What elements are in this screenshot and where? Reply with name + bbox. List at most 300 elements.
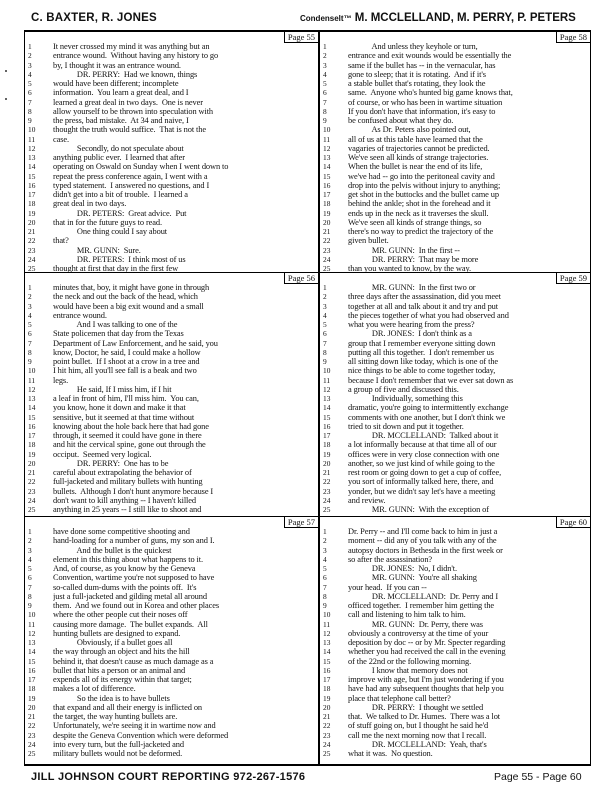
line-text: another, so we just kind of while going to the: [348, 458, 495, 468]
line-text: DR. MCCLELLAND: Talked about it: [348, 431, 499, 440]
line-text: we've had -- go into the peritoneal cavity and: [348, 171, 495, 181]
line-text: a lot informally because at that time all of our: [348, 440, 497, 450]
line-number: 5: [323, 320, 327, 329]
line-number: 17: [323, 675, 331, 684]
line-number: 13: [28, 153, 36, 162]
line-text: through, it seemed it could have gone in there: [53, 431, 202, 440]
line-text: putting all this together. I don't remember us: [348, 347, 494, 357]
page-number-label: Page 60: [556, 517, 590, 528]
transcript-page-59: [320, 273, 590, 516]
line-text: them. And we found out in Korea and other places: [53, 601, 220, 610]
line-text: It never crossed my mind it was anything but an: [53, 42, 210, 51]
line-text: that expand and all their energy is inflicted on: [53, 702, 203, 712]
line-text: have had any subsequent thoughts that help you: [348, 684, 504, 694]
line-text: Secondly, do not speculate about: [53, 143, 184, 153]
line-number: 7: [323, 97, 327, 107]
line-number: 14: [323, 403, 331, 413]
line-number: 9: [323, 116, 327, 125]
transcript-line: [25, 505, 318, 515]
line-number: 13: [323, 153, 331, 162]
line-text: you sort of informally talked here, there, and: [348, 477, 494, 487]
line-number: 8: [323, 591, 327, 601]
line-number: 24: [323, 739, 331, 749]
line-text: autopsy doctors in Bethesda in the first week or: [348, 545, 503, 555]
line-text: all of us at this table have learned that the: [348, 134, 483, 144]
line-text: officed together. I remember him getting the: [348, 601, 495, 610]
line-text: and hit the cervical spine, gone out through the: [53, 440, 206, 450]
line-number: 14: [323, 647, 331, 657]
line-text: careful about extrapolating the behavior of: [53, 468, 192, 477]
line-number: 24: [28, 739, 36, 749]
line-number: 15: [323, 412, 331, 422]
line-text: get shot in the buttocks and the bullet came up: [348, 190, 499, 199]
line-number: 7: [323, 338, 327, 348]
margin-mark: [5, 98, 7, 100]
line-number: 6: [28, 88, 32, 98]
line-number: 2: [28, 292, 32, 302]
line-text: the pieces together of what you had observed and: [348, 310, 509, 320]
line-text: know, Doctor, he said, I could make a hollow: [53, 347, 201, 357]
line-number: 8: [323, 106, 327, 116]
line-text: And unless they keyhole or turn,: [348, 42, 478, 51]
line-number: 25: [28, 749, 36, 758]
line-number: 13: [28, 638, 36, 647]
line-number: 14: [28, 647, 36, 657]
line-number: 10: [323, 610, 331, 620]
transcript-page-57: [25, 517, 318, 764]
line-number: 20: [323, 217, 331, 227]
line-number: 21: [323, 227, 331, 236]
line-number: 22: [28, 477, 36, 487]
line-number: 2: [323, 51, 327, 61]
line-number: 10: [28, 610, 36, 620]
line-text: what it was. No question.: [348, 749, 433, 758]
line-text: offices were in very close connection with one: [348, 449, 500, 459]
line-text: element in this thing about what happens to it.: [53, 554, 203, 564]
line-number: 23: [323, 245, 331, 255]
line-number: 2: [28, 536, 32, 546]
line-text: where the other people cut their noses off: [53, 610, 188, 620]
line-number: 18: [323, 684, 331, 694]
line-text: occiput. Seemed very logical.: [53, 449, 152, 459]
line-text: Dr. Perry -- and I'll come back to him in just a: [348, 527, 498, 536]
line-text: hand-loading for a number of guns, my son and I.: [53, 536, 215, 546]
line-number: 10: [323, 366, 331, 376]
line-number: 1: [28, 42, 32, 51]
line-text: So the idea is to have bullets: [53, 693, 170, 703]
line-number: 17: [28, 675, 36, 684]
line-text: And I was talking to one of the: [53, 320, 178, 329]
line-text: thought the truth would suffice. That is not the: [53, 125, 206, 135]
line-number: 9: [28, 357, 32, 366]
line-text: the press, bad mistake. At 34 and naive, I: [53, 116, 189, 125]
line-number: 22: [28, 721, 36, 731]
line-number: 6: [28, 329, 32, 339]
line-text: what you were hearing from the press?: [348, 320, 475, 329]
line-number: 23: [323, 486, 331, 496]
line-number: 25: [28, 264, 36, 272]
line-text: same. Anyone who's hunted big game knows that,: [348, 88, 513, 98]
line-number: 3: [323, 301, 327, 311]
line-text: MR. GUNN: In the first --: [348, 245, 460, 255]
line-number: 11: [28, 619, 36, 629]
line-text: because I don't remember that we ever sat down as: [348, 375, 514, 385]
line-number: 12: [28, 143, 36, 153]
line-number: 19: [323, 693, 331, 703]
line-text: anything in 25 years -- I still like to shoot and: [53, 505, 202, 514]
line-number: 18: [28, 440, 36, 450]
line-number: 5: [28, 564, 32, 573]
line-text: despite the Geneva Convention which were deformed: [53, 730, 229, 740]
line-text: DR. JONES: No, I didn't.: [348, 564, 458, 573]
line-text: behind the ankle; shot in the forehead and it: [348, 199, 491, 209]
line-number: 23: [28, 486, 36, 496]
line-text: be confused about what they do.: [348, 116, 454, 125]
line-text: gone to sleep; that it is rotating. And if it's: [348, 69, 486, 79]
line-number: 20: [28, 458, 36, 468]
line-text: yonder, but we didn't say let's have a meeting: [348, 486, 496, 496]
line-number: 19: [323, 208, 331, 218]
line-number: 20: [323, 458, 331, 468]
line-number: 8: [323, 347, 327, 357]
line-number: 9: [323, 601, 327, 610]
line-number: 21: [323, 712, 331, 721]
page-number-label: Page 58: [556, 32, 590, 43]
line-number: 10: [28, 125, 36, 135]
line-text: learned a great deal in two days. One is never: [53, 97, 203, 107]
margin-mark: [5, 70, 7, 72]
line-text: moment -- did any of you talk with any of the: [348, 536, 497, 546]
line-number: 8: [28, 347, 32, 357]
line-text: legs.: [53, 375, 69, 385]
line-text: into every turn, but the full-jacketed and: [53, 739, 184, 749]
line-text: We've seen all kinds of strange things, so: [348, 217, 482, 227]
line-text: have done some competitive shooting and: [53, 527, 190, 536]
line-text: point bullet. If I shoot at a crow in a tree and: [53, 357, 200, 366]
line-number: 18: [28, 199, 36, 209]
line-number: 19: [28, 449, 36, 459]
line-number: 19: [323, 449, 331, 459]
transcript-line: [25, 264, 318, 272]
line-text: behind it, that doesn't cause as much damage as a: [53, 656, 214, 666]
line-text: vagaries of trajectories cannot be predicted.: [348, 143, 490, 153]
line-text: knowing about the hole back here that had gone: [53, 421, 209, 431]
line-number: 2: [323, 536, 327, 546]
line-number: 7: [323, 582, 327, 592]
page-number-label: Page 57: [284, 517, 318, 528]
transcript-line: [320, 749, 590, 759]
line-number: 13: [323, 638, 331, 647]
line-text: the target, the way hunting bullets are.: [53, 712, 178, 721]
line-number: 10: [28, 366, 36, 376]
line-text: so-called dum-dums with the points off. It's: [53, 582, 197, 592]
line-text: improve with age, but I'm just wondering if you: [348, 675, 504, 684]
line-text: comments with one another, but I don't think we: [348, 412, 506, 422]
line-text: causing more damage. The bullet expands. All: [53, 619, 208, 629]
frame-bottom-rule: [24, 764, 591, 766]
line-number: 20: [323, 702, 331, 712]
line-number: 16: [323, 665, 331, 675]
line-text: together at all and talk about it and try and put: [348, 301, 498, 311]
line-text: DR. MCCLELLAND: Yeah, that's: [348, 739, 487, 749]
line-number: 16: [28, 665, 36, 675]
line-number: 3: [323, 60, 327, 70]
line-text: nice things to be able to come together today,: [348, 366, 496, 376]
line-number: 22: [323, 236, 331, 246]
line-text: We've seen all kinds of strange trajectories.: [348, 153, 489, 162]
line-number: 17: [323, 431, 331, 440]
line-text: call and listening to him talk to him.: [348, 610, 466, 620]
trademark-mark: ™: [343, 14, 352, 23]
line-text: a leaf in front of him, I'll miss him. You can,: [53, 394, 199, 403]
line-text: given bullet.: [348, 236, 389, 246]
line-number: 25: [28, 505, 36, 514]
line-text: all sitting down like today, which is one of the: [348, 357, 499, 366]
line-text: typed statement. I answered no questions, and I: [53, 180, 210, 190]
line-text: MR. GUNN: With the exception of: [348, 505, 489, 514]
line-number: 4: [323, 69, 327, 79]
header-parties-left: C. BAXTER, R. JONES: [31, 12, 157, 24]
line-text: State policemen that day from the Texas: [53, 329, 184, 339]
line-number: 9: [28, 601, 32, 610]
line-text: MR. GUNN: You're all shaking: [348, 573, 477, 583]
line-text: the neck and out the back of the head, which: [53, 292, 198, 302]
line-text: hunting bullets are designed to expand.: [53, 628, 181, 638]
line-number: 4: [28, 554, 32, 564]
line-text: and review.: [348, 495, 386, 505]
line-text: that in for the future guys to read.: [53, 217, 162, 227]
line-number: 14: [323, 162, 331, 172]
line-number: 13: [323, 394, 331, 403]
line-number: 1: [323, 283, 327, 292]
line-number: 8: [28, 591, 32, 601]
line-number: 21: [28, 227, 36, 236]
line-text: so after the assassination?: [348, 554, 433, 564]
line-number: 25: [323, 749, 331, 758]
line-number: 21: [28, 712, 36, 721]
line-text: minutes that, boy, it might have gone in through: [53, 283, 210, 292]
line-number: 10: [323, 125, 331, 135]
line-number: 16: [323, 421, 331, 431]
footer-page-range: Page 55 - Page 60: [494, 771, 582, 783]
line-text: DR. PERRY: One has to be: [53, 458, 169, 468]
line-text: DR. PERRY: Had we known, things: [53, 69, 198, 79]
line-number: 25: [323, 505, 331, 514]
line-text: DR. MCCLELLAND: Dr. Perry and I: [348, 591, 499, 601]
line-text: anything public ever. I learned that after: [53, 153, 185, 162]
line-number: 21: [28, 468, 36, 477]
line-number: 14: [28, 403, 36, 413]
line-text: three days after the assassination, did you meet: [348, 292, 501, 302]
line-number: 12: [28, 384, 36, 394]
line-number: 11: [28, 375, 36, 385]
line-text: Convention, wartime you're not supposed to have: [53, 573, 215, 583]
line-text: that?: [53, 236, 69, 246]
line-text: a group of five and discussed this.: [348, 384, 459, 394]
line-number: 12: [323, 628, 331, 638]
line-number: 1: [323, 527, 327, 536]
line-number: 2: [323, 292, 327, 302]
line-number: 24: [323, 254, 331, 264]
line-text: obviously a controversy at the time of your: [348, 628, 489, 638]
line-text: just a full-jacketed and gilding metal all around: [53, 591, 207, 601]
line-text: Department of Law Enforcement, and he said, you: [53, 338, 218, 348]
line-number: 23: [323, 730, 331, 740]
line-text: Obviously, if a bullet goes all: [53, 638, 173, 647]
line-text: the way through an object and hits the hill: [53, 647, 190, 657]
transcript-page-60: [320, 517, 590, 764]
line-number: 18: [323, 199, 331, 209]
line-text: MR. GUNN: Dr. Perry, there was: [348, 619, 483, 629]
line-text: great deal in two days.: [53, 199, 127, 209]
header-parties-right-names: M. MCCLELLAND, M. PERRY, P. PETERS: [351, 12, 576, 24]
line-text: tried to sit down and put it together.: [348, 421, 464, 431]
line-text: DR. PERRY: I thought we settled: [348, 702, 484, 712]
line-number: 3: [28, 60, 32, 70]
line-number: 5: [323, 564, 327, 573]
line-number: 16: [323, 180, 331, 190]
line-text: call me the next morning now that I recall.: [348, 730, 487, 740]
line-text: of the 22nd or the following morning.: [348, 656, 472, 666]
line-text: would have been different; incomplete: [53, 79, 179, 88]
line-text: I hit him, all you'll see fall is a beak and two: [53, 366, 197, 376]
line-number: 13: [28, 394, 36, 403]
line-text: If you don't have that information, it's easy to: [348, 106, 496, 116]
line-number: 24: [323, 495, 331, 505]
line-text: don't want to kill anything -- I haven't killed: [53, 495, 196, 505]
line-text: of course, or who has been in wartime situation: [348, 97, 503, 107]
line-number: 9: [323, 357, 327, 366]
line-text: He said, If I miss him, if I hit: [53, 384, 172, 394]
line-text: drop into the pelvis without injury to anything;: [348, 180, 501, 190]
condenseit-label: Condenselt: [300, 14, 344, 23]
line-number: 2: [28, 51, 32, 61]
line-text: you know, hone it down and make it that: [53, 403, 186, 413]
line-text: whether you had received the call in the evening: [348, 647, 506, 657]
line-text: bullet that hits a person or an animal and: [53, 665, 186, 675]
line-number: 9: [28, 116, 32, 125]
line-number: 1: [28, 527, 32, 536]
line-number: 3: [28, 301, 32, 311]
line-number: 19: [28, 693, 36, 703]
line-number: 5: [323, 79, 327, 88]
line-text: When the bullet is near the end of its life,: [348, 162, 483, 172]
line-text: DR. PETERS: I think most of us: [53, 254, 186, 264]
line-number: 15: [323, 171, 331, 181]
line-number: 20: [28, 217, 36, 227]
line-text: information. You learn a great deal, and I: [53, 88, 189, 98]
line-text: repeat the press conference again, I went with a: [53, 171, 208, 181]
line-number: 4: [28, 69, 32, 79]
line-text: place that telephone call better?: [348, 693, 451, 703]
line-number: 18: [323, 440, 331, 450]
line-text: dramatic, you're going to intermittently exchange: [348, 403, 509, 413]
line-text: bullets. Although I don't hunt anymore because I: [53, 486, 214, 496]
line-number: 15: [28, 412, 36, 422]
line-number: 22: [28, 236, 36, 246]
line-text: military bullets would not be deformed.: [53, 749, 183, 758]
line-text: same if the bullet has -- in the vernacular, has: [348, 60, 496, 70]
line-text: And, of course, as you know by the Geneva: [53, 564, 196, 573]
line-text: I know that memory does not: [348, 665, 468, 675]
transcript-line: [25, 749, 318, 759]
line-text: As Dr. Peters also pointed out,: [348, 125, 471, 135]
line-number: 16: [28, 180, 36, 190]
line-number: 4: [28, 310, 32, 320]
line-number: 5: [28, 320, 32, 329]
line-text: ends up in the neck as it traverses the skull.: [348, 208, 489, 218]
line-text: by, I thought it was an entrance wound.: [53, 60, 181, 70]
line-number: 20: [28, 702, 36, 712]
line-text: entrance wound. Without having any history to go: [53, 51, 219, 61]
line-number: 6: [323, 573, 327, 583]
line-text: DR. JONES: I don't think as a: [348, 329, 472, 339]
line-number: 22: [323, 477, 331, 487]
line-text: rest room or going down to get a cup of coffee,: [348, 468, 502, 477]
line-text: MR. GUNN: In the first two or: [348, 283, 476, 292]
line-text: case.: [53, 134, 70, 144]
line-text: group that I remember everyone sitting down: [348, 338, 496, 348]
page-number-label: Page 55: [284, 32, 318, 43]
header-parties-right: [300, 12, 576, 24]
line-text: DR. PERRY: That may be more: [348, 254, 479, 264]
line-text: would have been a big exit wound and a small: [53, 301, 204, 311]
line-number: 1: [28, 283, 32, 292]
line-text: of stuff going on, but I thought he said he'd: [348, 721, 489, 731]
page-number-label: Page 56: [284, 273, 318, 284]
line-number: 18: [28, 684, 36, 694]
line-number: 5: [28, 79, 32, 88]
line-number: 24: [28, 254, 36, 264]
line-number: 14: [28, 162, 36, 172]
line-number: 8: [28, 106, 32, 116]
line-number: 17: [28, 190, 36, 199]
line-number: 16: [28, 421, 36, 431]
line-number: 11: [323, 619, 331, 629]
line-number: 22: [323, 721, 331, 731]
line-text: there's no way to predict the trajectory of the: [348, 227, 494, 236]
page-number-label: Page 59: [556, 273, 590, 284]
line-number: 23: [28, 245, 36, 255]
line-text: didn't get into a bit of trouble. I learned a: [53, 190, 188, 199]
line-number: 6: [323, 88, 327, 98]
line-number: 7: [28, 97, 32, 107]
line-number: 11: [323, 134, 331, 144]
line-number: 6: [28, 573, 32, 583]
line-text: One thing could I say about: [53, 227, 168, 236]
line-number: 7: [28, 338, 32, 348]
line-text: entrance and exit wounds would be essentially the: [348, 51, 512, 61]
line-number: 1: [323, 42, 327, 51]
line-number: 4: [323, 554, 327, 564]
line-text: expends all of its energy within that target;: [53, 675, 192, 684]
line-text: MR. GUNN: Sure.: [53, 245, 141, 255]
transcript-line: [320, 264, 590, 272]
transcript-page-56: [25, 273, 318, 516]
line-text: And the bullet is the quickest: [53, 545, 172, 555]
line-text: deposition by doc -- or by Mr. Specter regarding: [348, 638, 506, 647]
line-text: that. We talked to Dr. Humes. There was a lot: [348, 712, 501, 721]
line-text: your head. If you can --: [348, 582, 427, 592]
line-text: a stable bullet that's rotating, they look the: [348, 79, 486, 88]
line-number: 7: [28, 582, 32, 592]
transcript-page-55: [25, 32, 318, 272]
line-text: Unfortunately, we're seeing it in wartime now and: [53, 721, 216, 731]
line-text: allow yourself to be thrown into speculation with: [53, 106, 214, 116]
line-number: 12: [323, 384, 331, 394]
line-text: makes a lot of difference.: [53, 684, 136, 694]
line-text: thought at first that day in the first few: [53, 264, 179, 272]
